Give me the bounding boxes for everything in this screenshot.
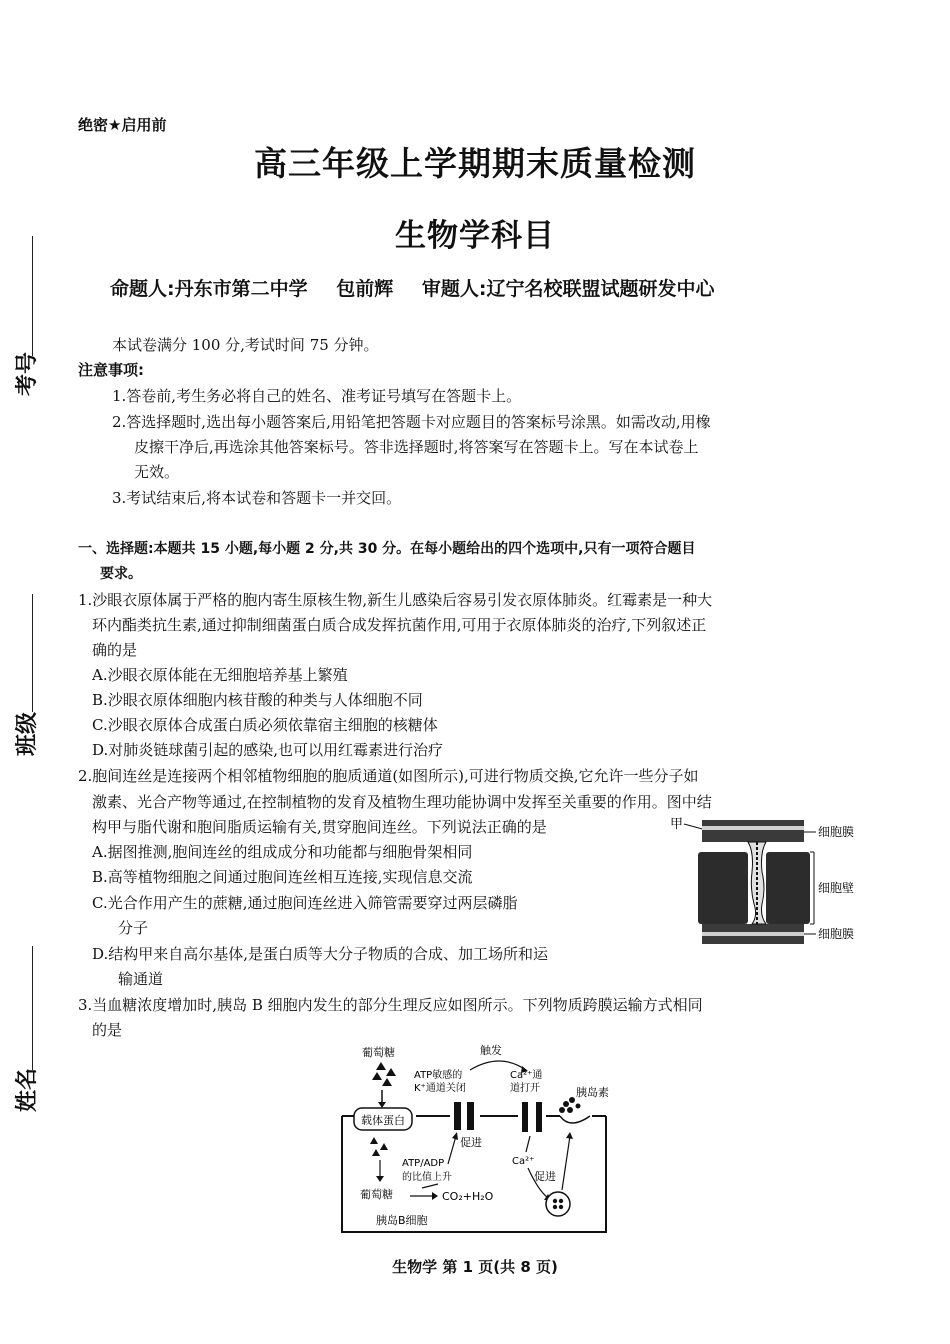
- k-channel-label-1: ATP敏感的: [414, 1070, 463, 1081]
- insulin-label: 胰岛素: [576, 1086, 609, 1099]
- page-footer: 生物学 第 1 页(共 8 页): [392, 1258, 558, 1276]
- jia-label: 甲: [670, 817, 684, 832]
- name-line: [32, 946, 33, 1070]
- co2-label: CO₂+H₂O: [442, 1190, 494, 1203]
- q2-stem: 激素、光合产物等通过,在控制植物的发育及植物生理功能协调中发挥至关重要的作用。图中结: [92, 793, 712, 811]
- q2-option-d: D.结构甲来自高尔基体,是蛋白质等大分子物质的合成、加工场所和运: [92, 945, 549, 963]
- page-title: 高三年级上学期期末质量检测: [254, 144, 696, 183]
- membrane-bottom-label: 细胞膜: [818, 927, 855, 941]
- glucose-in-icon: [370, 1137, 388, 1156]
- q2-option-a: A.据图推测,胞间连丝的组成成分和功能都与细胞骨架相同: [92, 843, 473, 861]
- setter-name: 包前辉: [336, 278, 394, 300]
- top-membrane-band: [702, 820, 804, 842]
- glucose-in-label: 葡萄糖: [360, 1188, 393, 1201]
- trigger-label: 触发: [480, 1044, 502, 1057]
- plasmodesma-figure: [666, 812, 876, 962]
- name-label: 姓名: [15, 1067, 40, 1112]
- glucose-out-label: 葡萄糖: [362, 1046, 395, 1059]
- glucose-icon: [372, 1062, 396, 1086]
- ca-channel-right: [536, 1102, 542, 1132]
- membrane-top-label: 细胞膜: [818, 825, 855, 839]
- note-item: 1.答卷前,考生务必将自己的姓名、准考证号填写在答题卡上。: [112, 387, 522, 405]
- q2-option-c-cont: 分子: [118, 919, 149, 937]
- ratio-label-2: 的比值上升: [402, 1172, 452, 1183]
- q2-stem: 构甲与脂代谢和胞间脂质运输有关,贯穿胞间连丝。下列说法正确的是: [92, 818, 547, 836]
- insulin-granules: [559, 1097, 590, 1123]
- carrier-label: 载体蛋白: [361, 1114, 405, 1127]
- ratio-label-1: ATP/ADP: [402, 1158, 445, 1169]
- q1-stem: 环内酯类抗生素,通过抑制细菌蛋白质合成发挥抗菌作用,可用于衣原体肺炎的治疗,下列叙述正: [92, 616, 707, 634]
- q1-option-d: D.对肺炎链球菌引起的感染,也可以用红霉素进行治疗: [92, 741, 444, 759]
- promote-2-label: 促进: [534, 1170, 556, 1183]
- reviewer: 审题人:辽宁名校联盟试题研发中心: [421, 278, 715, 300]
- trigger-arrow: [470, 1061, 526, 1070]
- subject-title: 生物学科目: [395, 218, 555, 254]
- q1-option-c: C.沙眼衣原体合成蛋白质必须依靠宿主细胞的核糖体: [92, 716, 438, 734]
- setter: 命题人:丹东市第二中学: [110, 278, 308, 300]
- cell-label: 胰岛B细胞: [376, 1214, 428, 1227]
- section-heading: 一、选择题:本题共 15 小题,每小题 2 分,共 30 分。在每小题给出的四个选项中,只有一项符合题目: [78, 541, 696, 557]
- authors-line: [110, 274, 736, 301]
- k-channel-left: [454, 1102, 461, 1130]
- beta-cell-figure: [330, 1040, 620, 1240]
- q2-option-d-cont: 输通道: [118, 970, 164, 988]
- note-item: 无效。: [134, 463, 180, 481]
- promote-1-label: 促进: [460, 1136, 482, 1149]
- ca-channel-label-1: Ca²⁺通: [510, 1070, 543, 1081]
- q2-stem: 2.胞间连丝是连接两个相邻植物细胞的胞质通道(如图所示),可进行物质交换,它允许一些分子如: [78, 767, 699, 785]
- q3-stem: 3.当血糖浓度增加时,胰岛 B 细胞内发生的部分生理反应如图所示。下列物质跨膜运输方式相同: [78, 996, 703, 1014]
- q1-stem: 1.沙眼衣原体属于严格的胞内寄生原核生物,新生儿感染后容易引发衣原体肺炎。红霉素是一种大: [78, 591, 713, 609]
- ca-channel-label-2: 道打开: [510, 1083, 540, 1094]
- note-item: 2.答选择题时,选出每小题答案后,用铅笔把答题卡对应题目的答案标号涂黑。如需改动,用橡: [112, 413, 711, 431]
- note-item: 皮擦干净后,再选涂其他答案标号。答非选择题时,将答案写在答题卡上。写在本试卷上: [134, 438, 699, 456]
- secret-mark: 绝密★启用前: [78, 116, 167, 134]
- note-item: 3.考试结束后,将本试卷和答题卡一并交回。: [112, 489, 402, 507]
- q1-stem: 确的是: [92, 641, 138, 659]
- class-label: 班级: [15, 711, 40, 756]
- q2-option-b: B.高等植物细胞之间通过胞间连丝相互连接,实现信息交流: [92, 868, 473, 886]
- class-line: [32, 594, 33, 712]
- exam-no-label: 考号: [15, 351, 40, 396]
- q3-stem: 的是: [92, 1021, 123, 1039]
- insulin-vesicle: [546, 1192, 570, 1216]
- k-channel-right: [467, 1102, 474, 1130]
- q1-option-b: B.沙眼衣原体细胞内核苷酸的种类与人体细胞不同: [92, 691, 423, 709]
- ca-in-label: Ca²⁺: [512, 1156, 535, 1167]
- cell-wall-right: [766, 852, 810, 924]
- section-heading-cont: 要求。: [100, 566, 142, 582]
- cell-wall-left: [698, 852, 748, 924]
- q2-option-c: C.光合作用产生的蔗糖,通过胞间连丝进入筛管需要穿过两层磷脂: [92, 894, 518, 912]
- q1-option-a: A.沙眼衣原体能在无细胞培养基上繁殖: [92, 666, 348, 684]
- k-channel-label-2: K⁺通道关闭: [414, 1083, 466, 1094]
- ca-channel-left: [522, 1102, 528, 1132]
- wall-label: 细胞壁: [818, 881, 855, 895]
- notes-title: 注意事项:: [78, 361, 144, 379]
- intro-text: 本试卷满分 100 分,考试时间 75 分钟。: [112, 336, 379, 354]
